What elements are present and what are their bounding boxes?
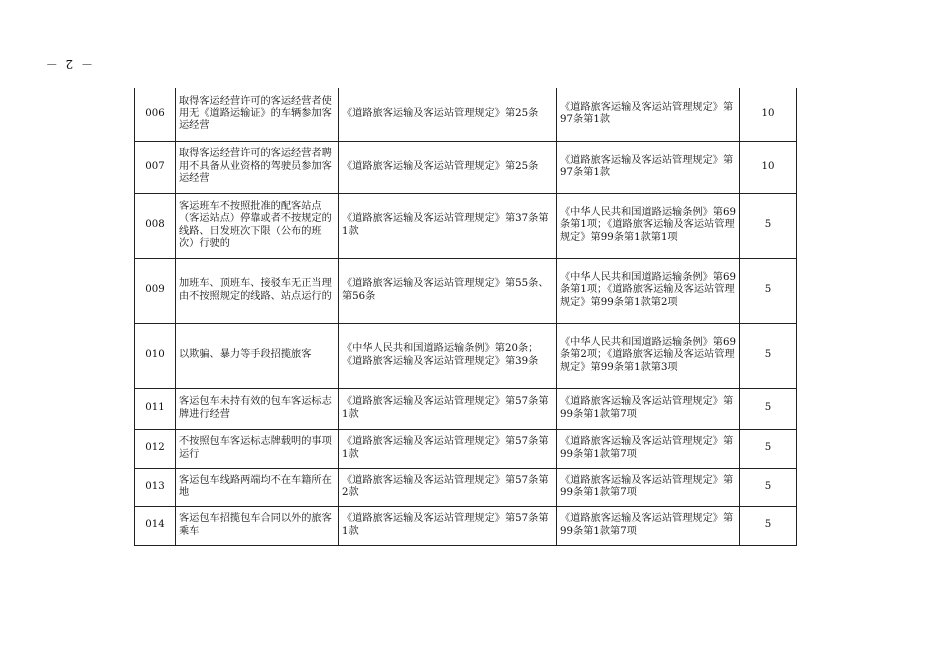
row-basis: 《中华人民共和国道路运输条例》第20条；《道路旅客运输及客运站管理规定》第39条 [339, 323, 557, 388]
penalty-table [134, 88, 797, 546]
table-row [135, 323, 797, 388]
row-score: 5 [740, 323, 797, 388]
row-code: 008 [135, 193, 176, 258]
row-score: 5 [740, 193, 797, 258]
row-code: 012 [135, 429, 176, 468]
table-row [135, 429, 797, 468]
row-penalty-basis: 《道路旅客运输及客运站管理规定》第99条第1款第7项 [557, 468, 740, 506]
row-basis: 《道路旅客运输及客运站管理规定》第57条第1款 [339, 429, 557, 468]
table-row [135, 506, 797, 545]
row-behavior: 加班车、顶班车、接驳车无正当理由不按照规定的线路、站点运行的 [176, 258, 339, 323]
row-behavior: 客运包车未持有效的包车客运标志牌进行经营 [176, 388, 339, 429]
row-basis: 《道路旅客运输及客运站管理规定》第57条第1款 [339, 388, 557, 429]
row-penalty-basis: 《中华人民共和国道路运输条例》第69条第2项；《道路旅客运输及客运站管理规定》第99条第1款第3项 [557, 323, 740, 388]
table-row [135, 468, 797, 506]
row-code: 009 [135, 258, 176, 323]
row-code: 014 [135, 506, 176, 545]
row-score: 5 [740, 429, 797, 468]
table-row [135, 388, 797, 429]
row-behavior: 客运包车线路两端均不在车籍所在地 [176, 468, 339, 506]
row-basis: 《道路旅客运输及客运站管理规定》第57条第1款 [339, 506, 557, 545]
row-penalty-basis: 《道路旅客运输及客运站管理规定》第99条第1款第7项 [557, 388, 740, 429]
row-code: 013 [135, 468, 176, 506]
row-penalty-basis: 《道路旅客运输及客运站管理规定》第99条第1款第7项 [557, 429, 740, 468]
row-score: 10 [740, 141, 797, 193]
row-basis: 《道路旅客运输及客运站管理规定》第37条第1款 [339, 193, 557, 258]
row-basis: 《道路旅客运输及客运站管理规定》第25条 [339, 88, 557, 141]
row-behavior: 客运包车招揽包车合同以外的旅客乘车 [176, 506, 339, 545]
row-code: 006 [135, 88, 176, 141]
row-penalty-basis: 《道路旅客运输及客运站管理规定》第99条第1款第7项 [557, 506, 740, 545]
row-penalty-basis: 《道路旅客运输及客运站管理规定》第97条第1款 [557, 141, 740, 193]
row-penalty-basis: 《中华人民共和国道路运输条例》第69条第1项；《道路旅客运输及客运站管理规定》第99条第1款第2项 [557, 258, 740, 323]
table-row [135, 88, 797, 141]
page-number: － 2 － [43, 57, 93, 71]
row-basis: 《道路旅客运输及客运站管理规定》第55条、第56条 [339, 258, 557, 323]
row-behavior: 取得客运经营许可的客运经营者聘用不具备从业资格的驾驶员参加客运经营 [176, 141, 339, 193]
table-row [135, 141, 797, 193]
table-row [135, 258, 797, 323]
row-code: 007 [135, 141, 176, 193]
row-score: 5 [740, 258, 797, 323]
row-code: 010 [135, 323, 176, 388]
row-basis: 《道路旅客运输及客运站管理规定》第57条第2款 [339, 468, 557, 506]
row-penalty-basis: 《中华人民共和国道路运输条例》第69条第1项；《道路旅客运输及客运站管理规定》第99条第1款第1项 [557, 193, 740, 258]
row-behavior: 以欺骗、暴力等手段招揽旅客 [176, 323, 339, 388]
row-score: 5 [740, 388, 797, 429]
row-behavior: 不按照包车客运标志牌载明的事项运行 [176, 429, 339, 468]
table-row [135, 193, 797, 258]
row-behavior: 客运班车不按照批准的配客站点（客运站点）停靠或者不按规定的线路、日发班次下限（公布的班次）行驶的 [176, 193, 339, 258]
row-score: 10 [740, 88, 797, 141]
row-score: 5 [740, 468, 797, 506]
row-score: 5 [740, 506, 797, 545]
row-basis: 《道路旅客运输及客运站管理规定》第25条 [339, 141, 557, 193]
row-behavior: 取得客运经营许可的客运经营者使用无《道路运输证》的车辆参加客运经营 [176, 88, 339, 141]
row-code: 011 [135, 388, 176, 429]
row-penalty-basis: 《道路旅客运输及客运站管理规定》第97条第1款 [557, 88, 740, 141]
